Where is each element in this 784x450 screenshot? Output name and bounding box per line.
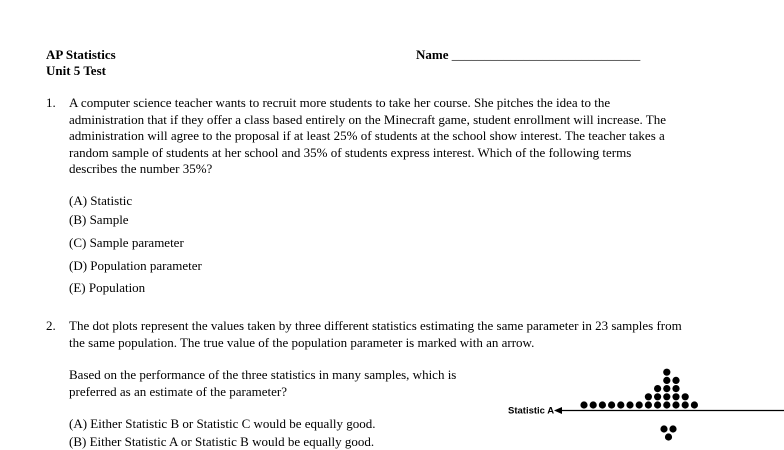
- dotplot-dot: [636, 401, 643, 408]
- dotplot-dot: [608, 401, 615, 408]
- question-2-prompt-line: preferred as an estimate of the parameter?: [69, 383, 287, 399]
- dotplot-dot: [654, 401, 661, 408]
- dotplot-arrow-icon: [554, 407, 562, 414]
- dotplot-dot: [682, 393, 689, 400]
- q1-choice-b: (B) Sample: [69, 212, 129, 227]
- dotplot-dot: [654, 385, 661, 392]
- dotplot-dot: [626, 401, 633, 408]
- dotplot-statistic-a: [505, 352, 784, 441]
- question-2-line: The dot plots represent the values taken by three different statistics estimating the same parameter in 23 samples from: [69, 318, 682, 333]
- dotplot-dot: [663, 377, 670, 384]
- name-blank: _____________________________: [451, 47, 641, 62]
- dotplot-dot: [663, 385, 670, 392]
- unit-title: Unit 5 Test: [46, 63, 106, 78]
- question-2-prompt: [69, 367, 456, 400]
- name-label: Name: [416, 47, 449, 62]
- dotplot-dot: [590, 401, 597, 408]
- q1-choice-d: (D) Population parameter: [69, 258, 202, 273]
- dotplot-dot: [654, 393, 661, 400]
- question-1-text: [69, 95, 769, 178]
- q1-choice-a: (A) Statistic: [69, 193, 133, 208]
- dotplot-dot: [682, 401, 689, 408]
- dotplot-b-dot: [665, 433, 672, 440]
- course-title: AP Statistics: [46, 47, 116, 62]
- question-1-line: describes the number 35%?: [69, 161, 213, 176]
- question-2-number: 2.: [46, 318, 56, 333]
- dotplot-dot: [691, 401, 698, 408]
- question-1-line: administration that if they offer a class based entirely on the Minecraft game, student enrollment will increase. The: [69, 111, 666, 127]
- dotplot-dot: [663, 401, 670, 408]
- question-1-line: administration will agree to the proposal if at least 25% of students at the school show interest. The teacher takes a: [69, 128, 665, 143]
- dotplot-label: Statistic A: [508, 405, 555, 417]
- dotplot-dot: [580, 401, 587, 408]
- dotplot-b-dot: [669, 425, 676, 432]
- dotplot-dot: [617, 401, 624, 408]
- q1-choice-e: (E) Population: [69, 280, 146, 295]
- dotplot-dot: [672, 377, 679, 384]
- dotplot-b-dot: [660, 425, 667, 432]
- dotplot-dot: [672, 385, 679, 392]
- question-2-line: the same population. The true value of the population parameter is marked with an arrow.: [69, 334, 535, 350]
- question-2-prompt-line: Based on the performance of the three statistics in many samples, which is: [69, 367, 457, 382]
- q1-choice-c: (C) Sample parameter: [69, 235, 184, 250]
- question-1-number: 1.: [46, 95, 56, 110]
- q2-choice-a: (A) Either Statistic B or Statistic C would be equally good.: [69, 416, 376, 431]
- dotplot-dot: [663, 369, 670, 376]
- dotplot-dot: [645, 401, 652, 408]
- question-1-line: A computer science teacher wants to recruit more students to take her course. She pitches the idea to the: [69, 95, 611, 110]
- name-line: [416, 47, 640, 63]
- question-2-text: [69, 318, 779, 351]
- dotplot-dot: [645, 393, 652, 400]
- dotplot-dot: [672, 401, 679, 408]
- question-1-line: random sample of students at her school and 35% of students express interest. Which of the following terms: [69, 144, 632, 160]
- dotplot-dot: [599, 401, 606, 408]
- dotplot-dot: [672, 393, 679, 400]
- q2-choice-b: (B) Either Statistic A or Statistic B would be equally good.: [69, 434, 375, 449]
- dotplot-dot: [663, 393, 670, 400]
